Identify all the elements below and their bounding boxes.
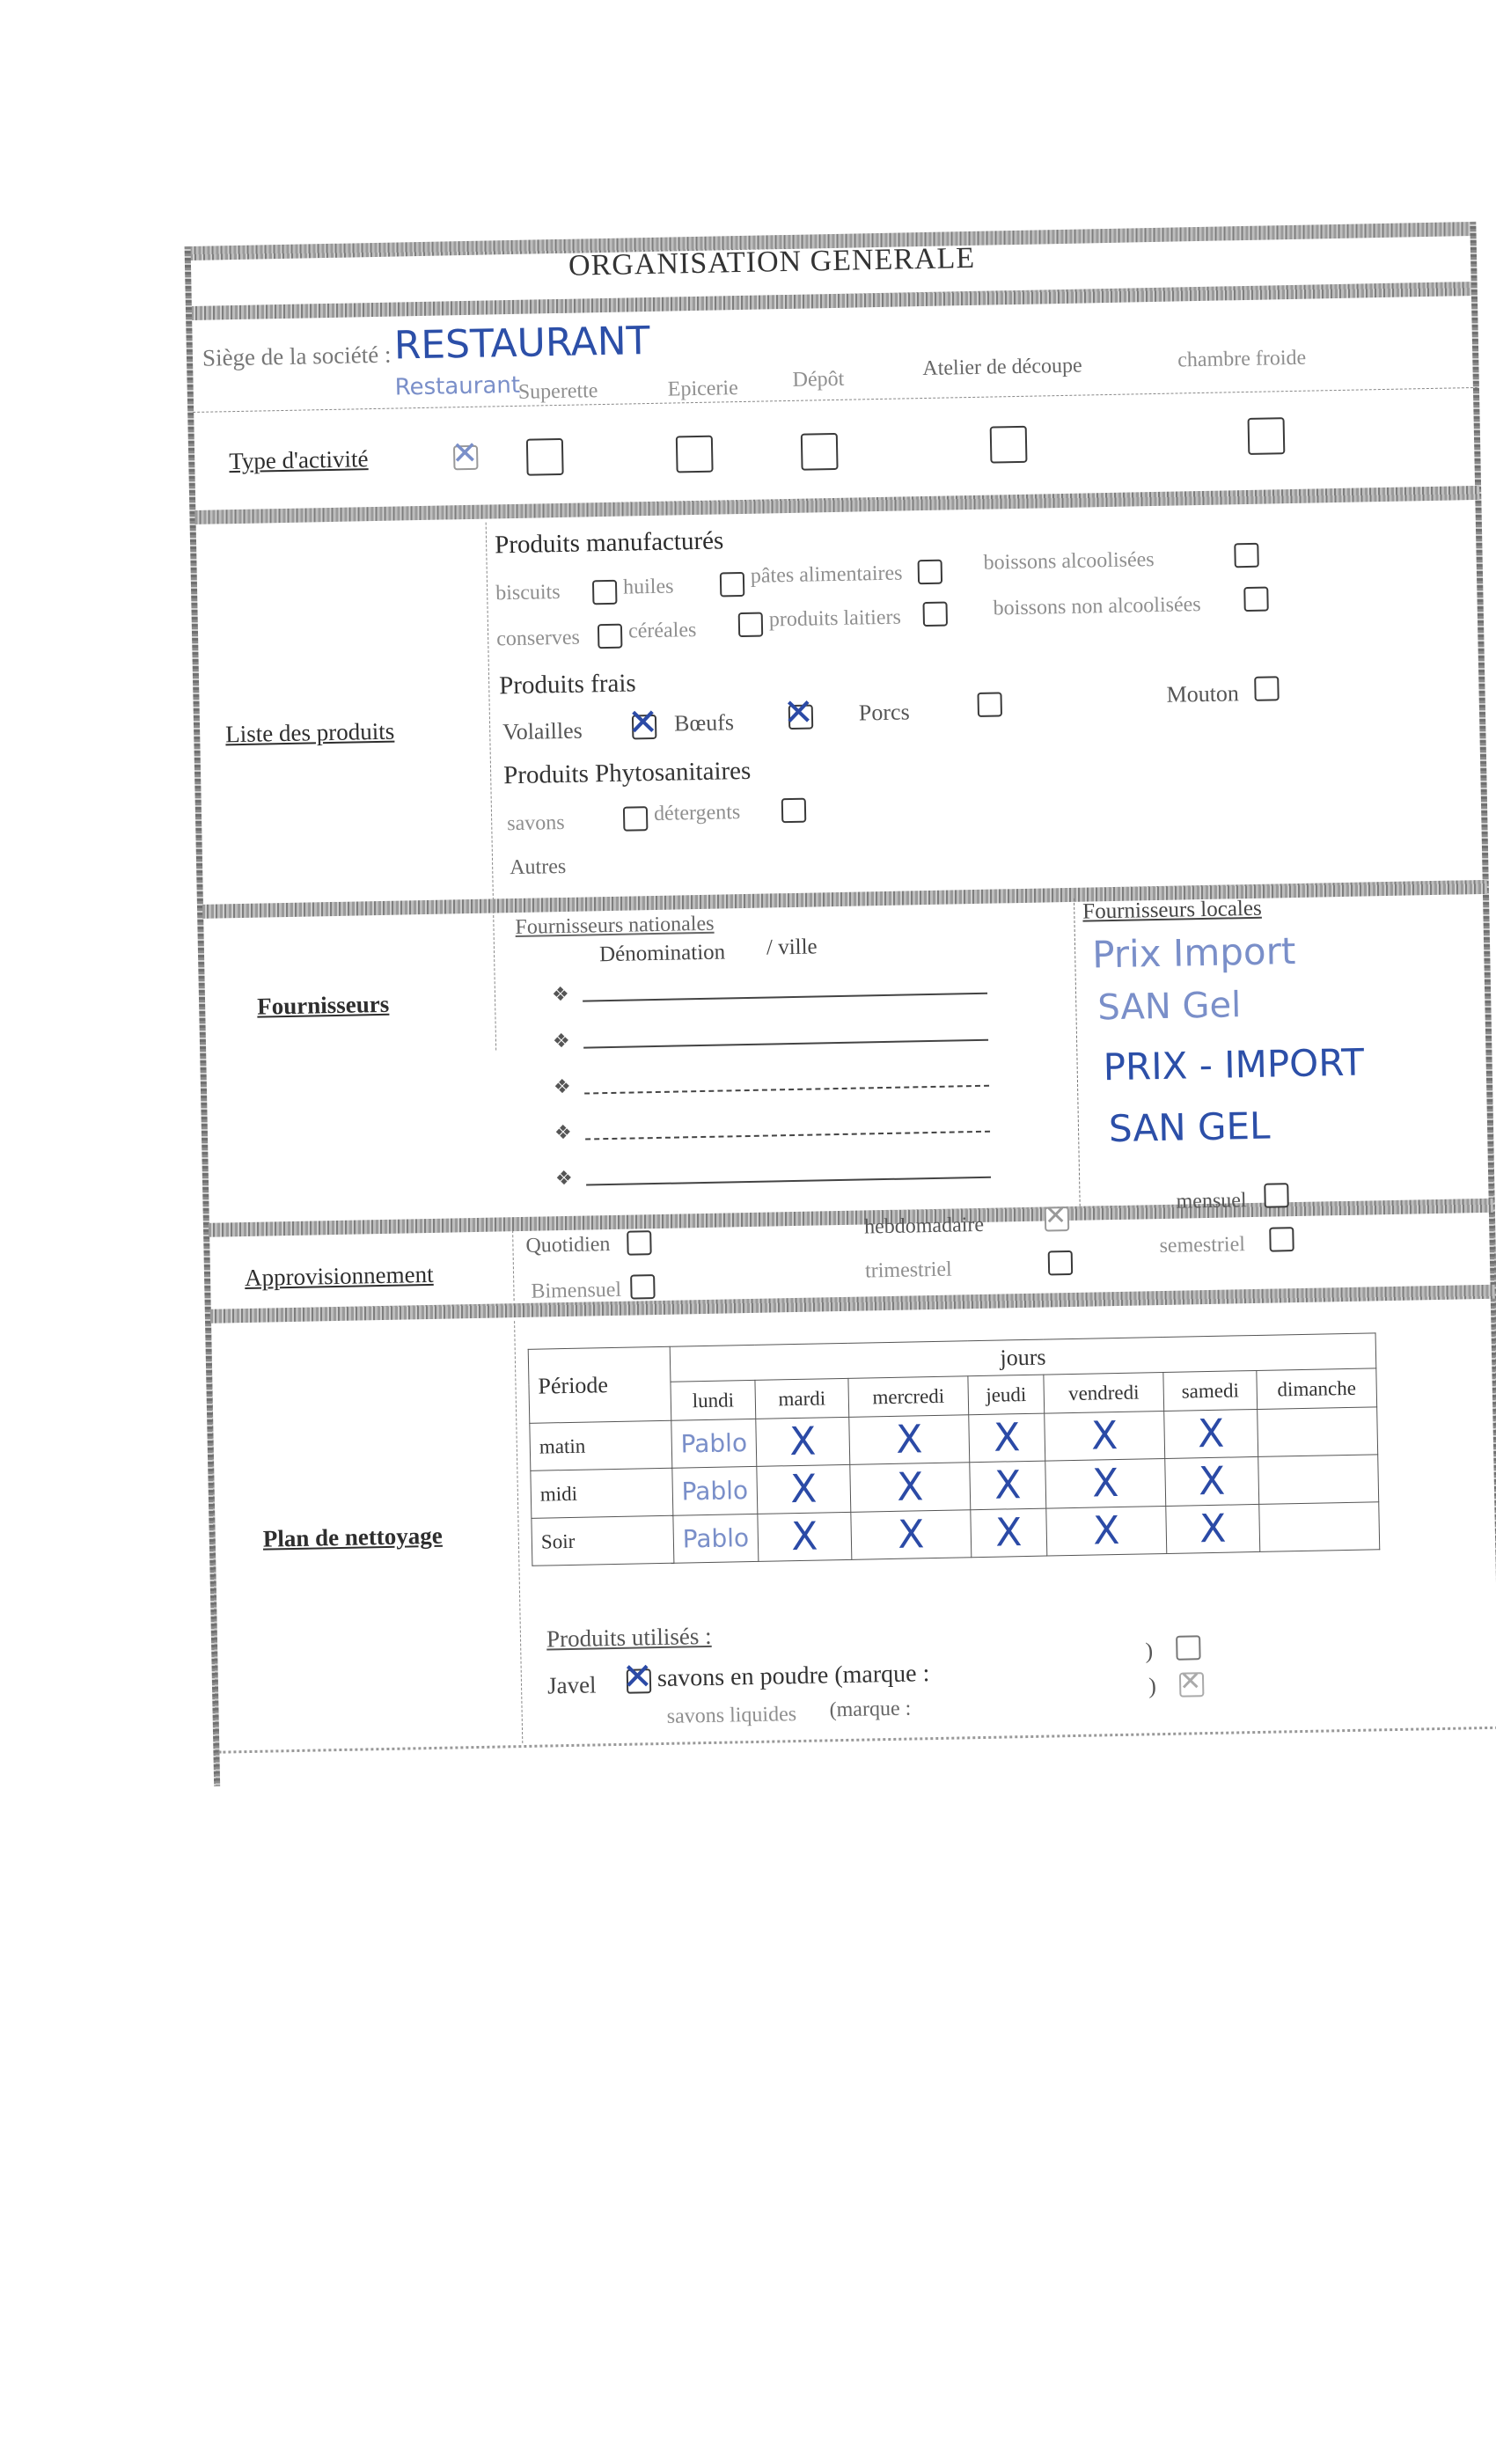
product-biscuits-checkbox[interactable] [592,580,618,605]
local-supplier-entry: Prix Import [1091,929,1296,977]
product-pates-checkbox[interactable] [918,560,943,585]
supply-option-label-trimestriel: trimestriel [864,1258,952,1283]
activity-depot-checkbox[interactable] [801,433,839,471]
day-header-jeudi: jeudi [968,1375,1045,1415]
supply-bottom-border [210,1285,1495,1324]
schedule-cell[interactable]: X [758,1512,852,1561]
form-bottom-border [218,1727,1496,1754]
title-bottom-border [191,282,1476,320]
product-label-volailles: Volailles [502,717,583,745]
product-savons-checkbox[interactable] [623,806,649,832]
savons-liquides-label: savons liquides [666,1703,797,1728]
savons-poudre-checkbox[interactable] [1176,1635,1201,1661]
phyto-products-title: Produits Phytosanitaires [502,756,752,790]
activity-type-label: Type d'activité [228,445,369,475]
activity-superette-checkbox[interactable] [526,438,564,476]
savons-liquides-close-paren: ) [1148,1673,1157,1699]
product-label-boeufs: Bœufs [673,709,735,737]
product-boeufs-check-mark: ✕ [782,690,815,735]
schedule-cell[interactable]: X [1045,1411,1165,1461]
product-label-boissons-non-alcoolisees: boissons non alcoolisées [993,593,1201,620]
suppliers-bottom-border [209,1199,1493,1237]
supply-option-label-semestriel: semestriel [1159,1233,1246,1258]
manufactured-title: Produits manufacturés [494,526,724,560]
javel-check-mark: ✕ [621,1654,654,1698]
product-label-detergents: détergents [653,801,741,825]
local-supplier-entry: SAN GEL [1108,1104,1271,1151]
activity-atelier-checkbox[interactable] [990,426,1028,464]
activity-epicerie-checkbox[interactable] [676,436,714,473]
national-supplier-bullet: ❖ [551,982,569,1006]
cleaning-plan-label: Plan de nettoyage [262,1522,444,1552]
schedule-cell[interactable]: X [971,1508,1047,1558]
suppliers-divider [1074,898,1081,1206]
national-supplier-bullet: ❖ [553,1074,571,1098]
day-header-mardi: mardi [755,1378,849,1419]
activity-option-label-depot: Dépôt [792,367,845,392]
supply-mensuel-checkbox[interactable] [1264,1183,1289,1208]
national-supplier-line[interactable] [584,1085,989,1095]
national-supplier-line[interactable] [583,993,987,1002]
form-title: ORGANISATION GENERALE [568,241,976,282]
schedule-cell[interactable]: X [1164,1409,1258,1458]
product-label-produits-laitiers: produits laitiers [768,605,902,632]
schedule-cell[interactable] [1258,1407,1378,1457]
form-left-border [185,246,221,1786]
product-label-savons: savons [506,810,565,836]
schedule-cell[interactable]: X [1046,1506,1167,1556]
product-label-biscuits: biscuits [495,580,561,605]
activity-restaurant-check-mark: ✕ [451,435,479,473]
activity-option-label-epicerie: Epicerie [667,377,738,401]
days-header: jours [670,1333,1376,1382]
product-list-label: Liste des produits [224,717,395,748]
product-produits-laitiers-checkbox[interactable] [922,602,948,627]
savons-poudre-close-paren: ) [1145,1638,1154,1664]
cleaning-divider [514,1321,523,1743]
national-supplier-line[interactable] [585,1131,990,1140]
schedule-cell[interactable]: Pablo [673,1514,759,1563]
product-label-huiles: huiles [622,575,674,599]
local-supplier-entry: SAN Gel [1096,985,1242,1029]
savons-liquides-check-mark: ✕ [1178,1666,1202,1698]
local-supplier-entry: PRIX - IMPORT [1103,1040,1365,1089]
day-header-dimanche: dimanche [1257,1368,1377,1410]
period-cell: midi [531,1468,673,1518]
period-cell: matin [530,1420,672,1470]
day-header-vendredi: vendredi [1044,1372,1164,1413]
suppliers-label: Fournisseurs [256,990,390,1020]
product-label-cereales: céréales [627,619,697,643]
national-supplier-line[interactable] [583,1039,988,1049]
activity-option-label-atelier: Atelier de découpe [922,354,1082,381]
day-header-mercredi: mercredi [848,1376,969,1418]
javel-label: Javel [546,1671,597,1699]
product-detergents-checkbox[interactable] [781,798,807,824]
products-used-title: Produits utilisés : [546,1622,712,1653]
product-boissons-non-alcoolisees-checkbox[interactable] [1243,587,1269,612]
savons-liquides-marque: (marque : [829,1697,912,1722]
cleaning-schedule-table [528,1332,1381,1566]
activity-chambre-checkbox[interactable] [1248,417,1286,455]
siege-value-sub: Restaurant [394,371,521,401]
schedule-cell[interactable]: X [756,1417,850,1466]
schedule-cell[interactable]: Pablo [672,1466,758,1515]
schedule-cell[interactable]: X [1045,1458,1166,1508]
schedule-cell[interactable] [1258,1455,1379,1505]
supply-option-label-bimensuel: Bimensuel [531,1278,622,1303]
national-suppliers-ville-header: / ville [766,935,818,960]
day-header-lundi: lundi [671,1380,756,1420]
savons-poudre-label: savons en poudre (marque : [656,1660,930,1693]
product-label-pates: pâtes alimentaires [750,561,903,588]
national-supplier-bullet: ❖ [554,1120,572,1144]
product-volailles-check-mark: ✕ [627,700,659,744]
product-label-porcs: Porcs [858,699,910,726]
schedule-cell[interactable]: X [1166,1504,1260,1553]
national-suppliers-title: Fournisseurs nationales [515,912,715,940]
general-organisation-form [189,195,1496,1786]
supply-semestriel-checkbox[interactable] [1269,1227,1294,1252]
schedule-cell[interactable]: X [850,1463,971,1513]
activity-option-label-superette: Superette [517,379,598,404]
form-right-border [1470,222,1496,1762]
product-label-conserves: conserves [495,626,581,651]
product-mouton-checkbox[interactable] [1254,676,1280,701]
siege-value: RESTAURANT [393,318,650,369]
supply-quotidien-checkbox[interactable] [627,1230,652,1256]
product-label-autres: Autres [509,854,567,880]
day-header-samedi: samedi [1163,1370,1258,1411]
supply-divider [512,1230,515,1301]
local-suppliers-title: Fournisseurs locales [1082,896,1262,924]
period-header: Période [528,1346,671,1423]
activity-option-label-chambre: chambre froide [1177,346,1307,372]
product-porcs-checkbox[interactable] [977,692,1002,717]
supply-hebdomadaire-check-mark: ✕ [1044,1200,1067,1232]
supply-bimensuel-checkbox[interactable] [630,1274,656,1300]
product-boissons-alcoolisees-checkbox[interactable] [1234,543,1259,568]
product-huiles-checkbox[interactable] [720,572,745,598]
supply-option-label-quotidien: Quotidien [525,1233,611,1258]
products-divider [486,523,497,1051]
products-bottom-border [202,880,1487,919]
product-label-boissons-alcoolisees: boissons alcoolisées [983,548,1155,575]
schedule-cell[interactable]: X [969,1413,1045,1463]
supply-label: Approvisionnement [244,1260,434,1292]
schedule-cell[interactable]: X [849,1415,970,1465]
fresh-products-title: Produits frais [498,669,636,700]
siege-label: Siège de la société : [202,341,392,371]
national-suppliers-denomination-header: Dénomination [598,940,726,967]
schedule-cell[interactable]: X [970,1461,1046,1510]
schedule-cell[interactable]: Pablo [671,1419,757,1468]
period-cell: Soir [532,1515,674,1566]
product-conserves-checkbox[interactable] [598,624,623,649]
supply-option-label-hebdomadaire: hebdomadaire [863,1213,985,1239]
national-supplier-bullet: ❖ [552,1029,570,1052]
supply-trimestriel-checkbox[interactable] [1048,1250,1074,1276]
schedule-cell[interactable] [1259,1502,1380,1552]
national-supplier-line[interactable] [586,1177,991,1186]
schedule-cell[interactable]: X [1165,1456,1259,1506]
product-label-mouton: Mouton [1166,680,1240,708]
supply-option-label-mensuel: mensuel [1176,1189,1247,1214]
national-supplier-bullet: ❖ [554,1166,573,1190]
schedule-cell[interactable]: X [757,1464,851,1514]
activity-bottom-border [194,486,1479,524]
product-cereales-checkbox[interactable] [738,612,764,638]
schedule-cell[interactable]: X [851,1510,972,1560]
